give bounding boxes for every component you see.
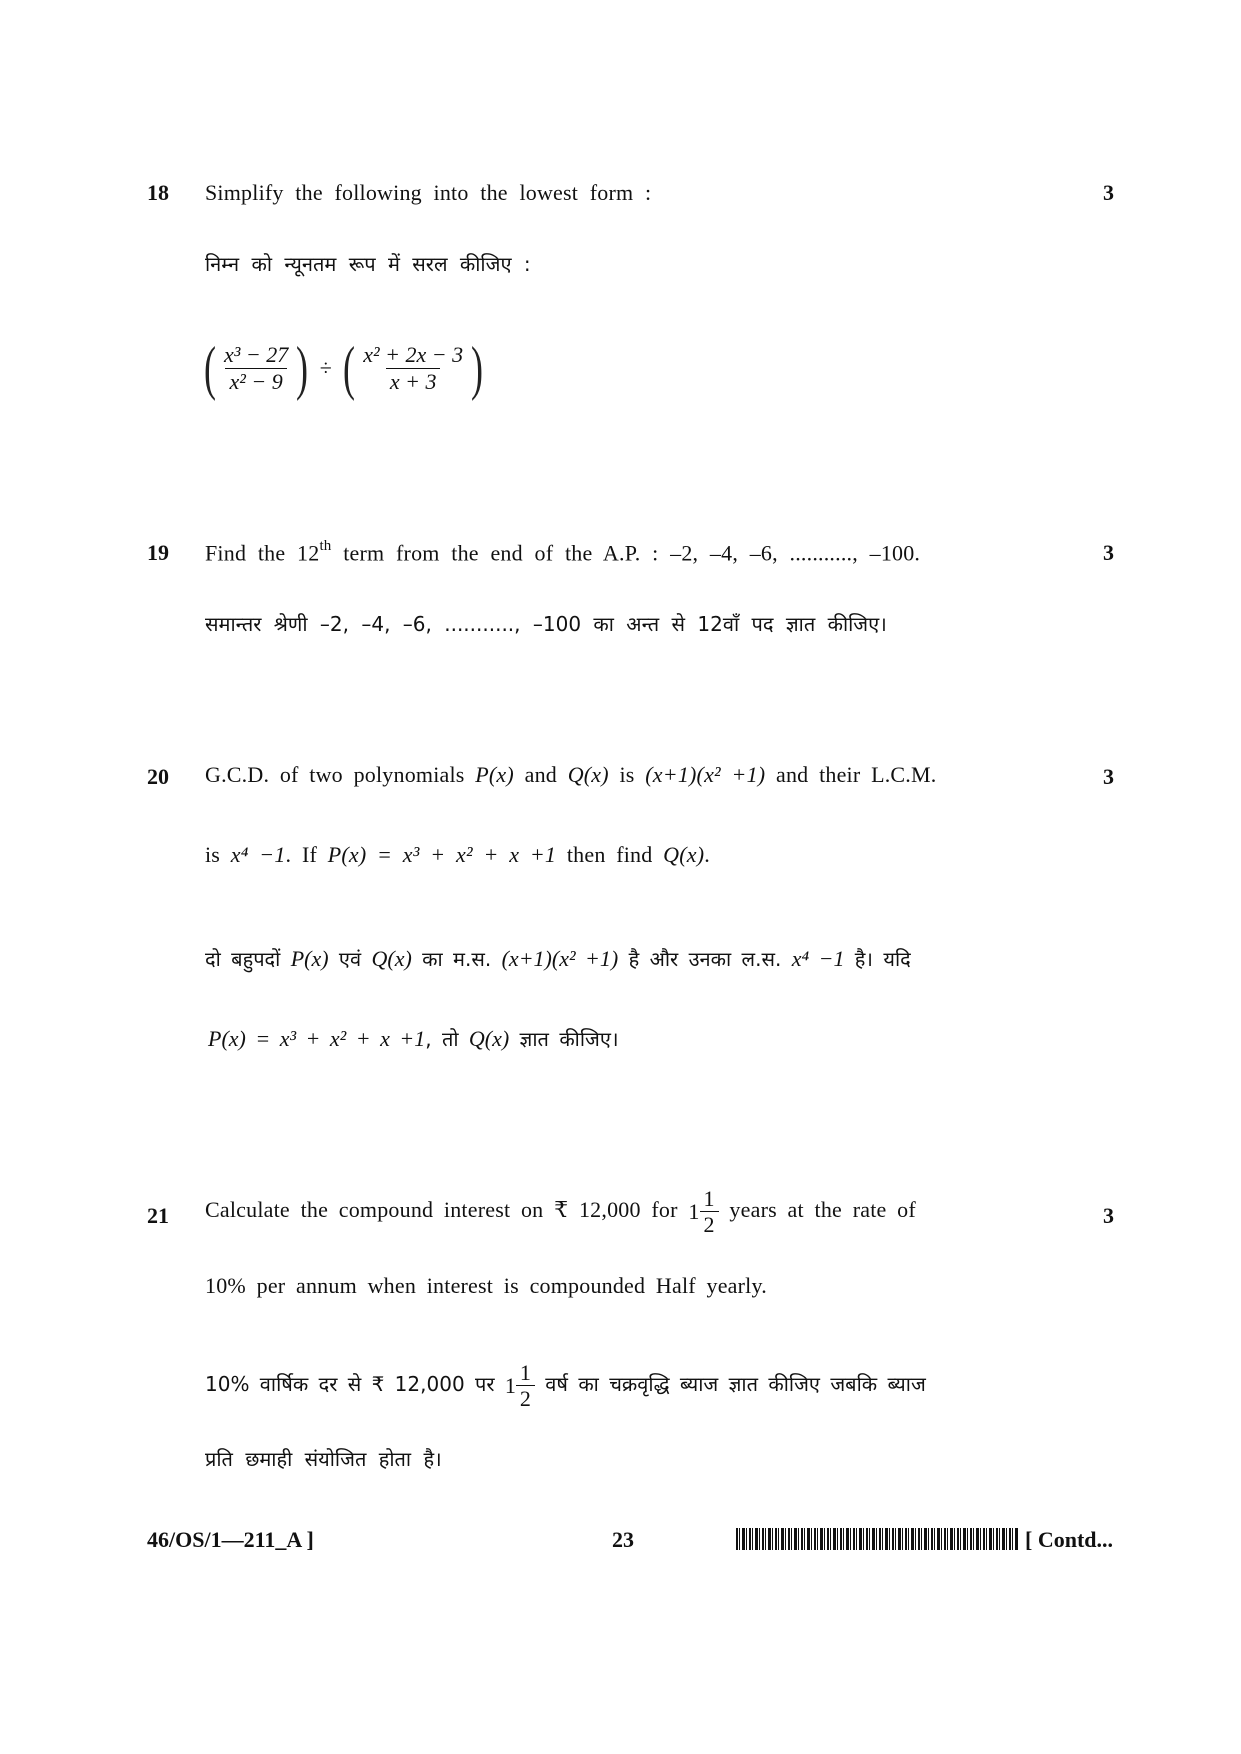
right-paren: ) bbox=[471, 335, 484, 401]
question-21-hindi-line-2: प्रति छमाही संयोजित होता है। bbox=[205, 1447, 442, 1471]
right-paren: ) bbox=[296, 335, 309, 401]
question-21-marks: 3 bbox=[1103, 1203, 1114, 1228]
question-21-english-line-1: Calculate the compound interest on ₹ 12,000 for 1 $\frac{1}{2}$ years at the rate of bbox=[205, 1186, 916, 1238]
barcode bbox=[736, 1528, 1018, 1550]
fraction-2: $\frac{\text{x² + 2x − 3}}{x + 3}$ bbox=[363, 342, 464, 394]
divide-sign: ÷ bbox=[319, 355, 332, 380]
question-20-hindi-line-2: P(x) = x³ + x² + x +1, तो Q(x) ज्ञात कीजिए। bbox=[208, 1026, 619, 1051]
question-number-21: 21 bbox=[147, 1203, 169, 1228]
question-19-english: Find the 12th term from the end of the A.P. : –2, –4, –6, ..........., –100. bbox=[205, 538, 921, 566]
question-21-english-line-2: 10% per annum when interest is compounded Half yearly. bbox=[205, 1273, 767, 1298]
question-18-english: Simplify the following into the lowest form : bbox=[205, 180, 652, 205]
question-20-hindi-line-1: दो बहुपदों P(x) एवं Q(x) का म.स. (x+1)(x² +1) है और उनका ल.स. x⁴ −1 है। यदि bbox=[205, 946, 911, 971]
fraction-1: $\frac{\text{x³ − 27}}{\text{x² − 9}}$ bbox=[223, 342, 289, 394]
paper-code: 46/OS/1—211_A ] bbox=[147, 1527, 314, 1552]
left-paren: ( bbox=[203, 335, 216, 401]
left-paren: ( bbox=[343, 335, 356, 401]
question-20-marks: 3 bbox=[1103, 764, 1114, 789]
question-19-marks: 3 bbox=[1103, 540, 1114, 565]
question-18-expression bbox=[200, 335, 487, 401]
mixed-number: 1 $\frac{1}{2}$ bbox=[688, 1197, 718, 1222]
question-number-19: 19 bbox=[147, 540, 169, 565]
question-18-marks: 3 bbox=[1103, 180, 1114, 205]
question-18-hindi: निम्न को न्यूनतम रूप में सरल कीजिए : bbox=[205, 252, 531, 276]
continued-label: [ Contd... bbox=[1025, 1527, 1114, 1552]
mixed-number: 1 $\frac{1}{2}$ bbox=[505, 1371, 535, 1396]
question-21-hindi-line-1: 10% वार्षिक दर से ₹ 12,000 पर 1 $\frac{1}{2}$ वर्ष का चक्रवृद्धि ब्याज ज्ञात कीजिए जबकि ब्याज bbox=[205, 1360, 926, 1412]
question-number-18: 18 bbox=[147, 180, 169, 205]
question-19-hindi: समान्तर श्रेणी –2, –4, –6, ..........., –100 का अन्त से 12वाँ पद ज्ञात कीजिए। bbox=[205, 612, 887, 636]
question-20-english-line-2: is x⁴ −1. If P(x) = x³ + x² + x +1 then find Q(x). bbox=[205, 842, 710, 867]
question-number-20: 20 bbox=[147, 764, 169, 789]
page-number: 23 bbox=[612, 1527, 634, 1552]
question-20-english-line-1: G.C.D. of two polynomials P(x) and Q(x) is (x+1)(x² +1) and their L.C.M. bbox=[205, 762, 937, 787]
